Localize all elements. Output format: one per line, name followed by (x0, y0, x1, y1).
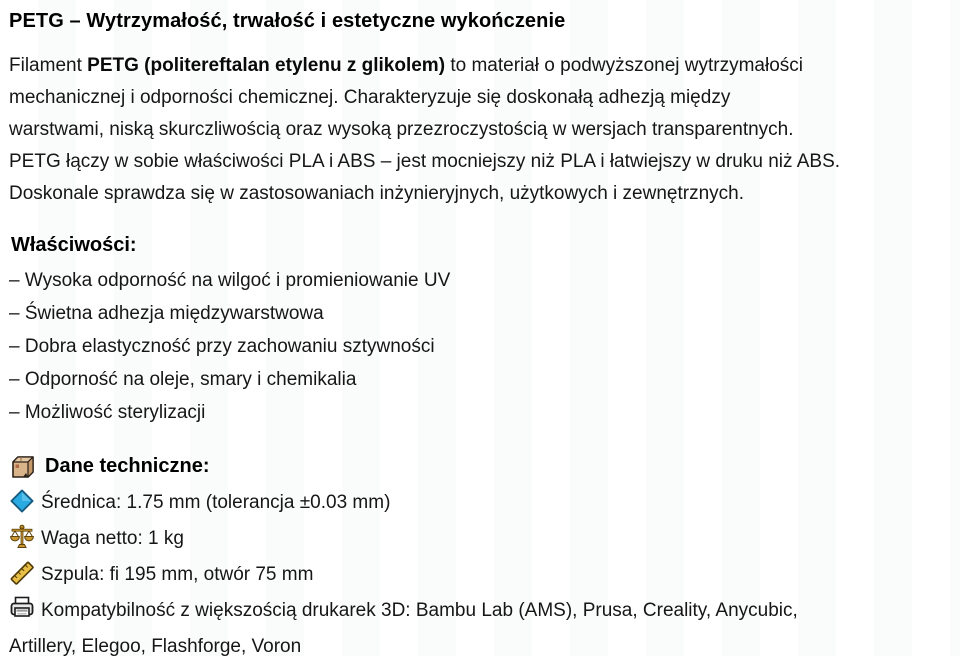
tech-item-diameter-text: Średnica: 1.75 mm (tolerancja ±0.03 mm) (41, 492, 391, 513)
tech-item-weight-text: Waga netto: 1 kg (41, 528, 184, 549)
technical-heading: Dane techniczne: (45, 455, 210, 477)
blue-diamond-icon (9, 488, 35, 514)
tech-item-spool-text: Szpula: fi 195 mm, otwór 75 mm (41, 564, 314, 585)
property-item: – Możliwość sterylizacji (9, 402, 206, 423)
intro-paragraph (9, 50, 950, 210)
page-title: PETG – Wytrzymałość, trwałość i estetyczne wykończenie (9, 10, 566, 32)
package-icon (9, 453, 35, 479)
property-item: – Wysoka odporność na wilgoć i promieniowanie UV (9, 270, 451, 291)
properties-list (9, 264, 950, 429)
intro-line-5: Doskonale sprawdza się w zastosowaniach inżynieryjnych, użytkowych i zewnętrznych. (9, 183, 744, 204)
ruler-icon (9, 560, 35, 586)
property-item: – Świetna adhezja międzywarstwowa (9, 303, 324, 324)
intro-line-1 (9, 50, 950, 82)
tech-item-compatibility (9, 593, 950, 656)
tech-item-compatibility-line2: Artillery, Elegoo, Flashforge, Voron (9, 636, 302, 656)
technical-items (9, 485, 950, 656)
balance-scale-icon (9, 524, 35, 550)
intro-line-2: mechanicznej i odporności chemicznej. Charakteryzuje się doskonałą adhezją między (9, 87, 731, 108)
property-item: – Dobra elastyczność przy zachowaniu sztywności (9, 336, 435, 357)
tech-item-diameter (9, 485, 950, 521)
intro-line-3: warstwami, niską skurczliwością oraz wysoką przezroczystością w wersjach transparentnych. (9, 119, 794, 140)
tech-item-weight (9, 521, 950, 557)
properties-heading: Właściwości: (11, 234, 137, 256)
intro-line-4: PETG łączy w sobie właściwości PLA i ABS – jest mocniejszy niż PLA i łatwiejszy w druku niż ABS. (9, 151, 841, 172)
printer-icon (9, 596, 35, 622)
tech-item-spool (9, 557, 950, 593)
tech-item-compatibility-line1: Kompatybilność z większością drukarek 3D: Bambu Lab (AMS), Prusa, Creality, Anycubic, (41, 600, 798, 621)
technical-heading-row (9, 451, 950, 481)
intro-line-1-prefix: Filament (9, 55, 88, 76)
intro-line-1-suffix: to materiał o podwyższonej wytrzymałości (445, 55, 804, 76)
property-item: – Odporność na oleje, smary i chemikalia (9, 369, 357, 390)
intro-line-1-bold: PETG (politereftalan etylenu z glikolem) (87, 55, 446, 76)
